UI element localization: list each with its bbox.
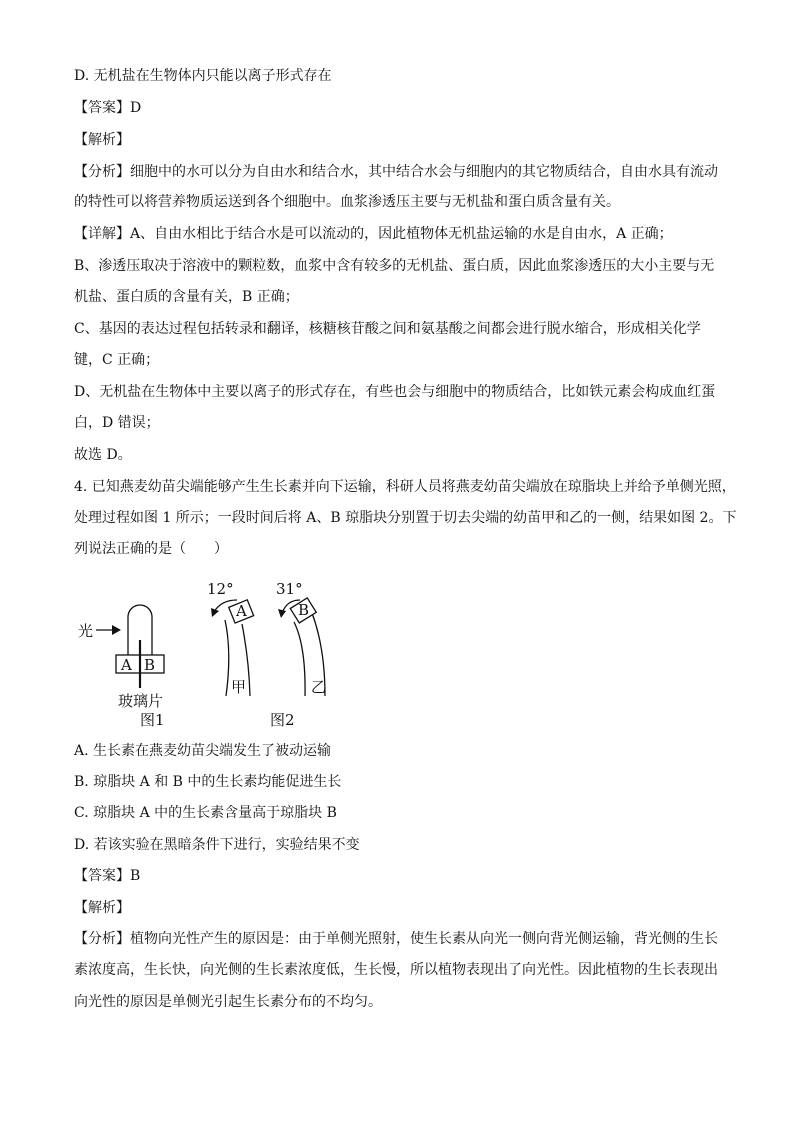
option-c: C. 琼脂块 A 中的生长素含量高于琼脂块 B	[74, 805, 337, 821]
block-b-label: B	[144, 656, 156, 674]
detail-text: 机盐、蛋白质的含量有关，B 正确；	[74, 289, 299, 305]
detail-text: 【详解】A、自由水相比于结合水是可以流动的，因此植物体无机盐运输的水是自由水，A 正确；	[74, 226, 673, 242]
figure-1-caption: 图1	[140, 711, 165, 729]
analysis-text: 【分析】细胞中的水可以分为自由水和结合水，其中结合水会与细胞内的其它物质结合，自由水具有流动	[74, 164, 718, 180]
angle-a-label: 12°	[207, 580, 234, 598]
detail-text: B、渗透压取决于溶液中的颗粒数，血浆中含有较多的无机盐、蛋白质，因此血浆渗透压的大小主要与无	[74, 258, 715, 274]
analysis-text: 的特性可以将营养物质运送到各个细胞中。血浆渗透压主要与无机盐和蛋白质含量有关。	[74, 194, 620, 210]
light-arrow-head	[112, 625, 121, 635]
detail-text: D、无机盐在生物体中主要以离子的形式存在，有些也会与细胞中的物质结合，比如铁元素会构成血红蛋	[74, 384, 716, 400]
detail-text: C、基因的表达过程包括转录和翻译，核糖核苷酸之间和氨基酸之间都会进行脱水缩合，形成相关化学	[74, 321, 701, 337]
glass-plate-label: 玻璃片	[118, 692, 164, 710]
analysis-text: 向光性的原因是单侧光引起生长素分布的不均匀。	[74, 994, 382, 1010]
analysis-text: 【分析】植物向光性产生的原因是：由于单侧光照射，使生长素从向光一侧向背光侧运输，背光侧的生长	[74, 931, 718, 947]
conclusion-text: 故选 D。	[74, 447, 132, 463]
option-b: B. 琼脂块 A 和 B 中的生长素均能促进生长	[74, 774, 342, 790]
bend-arrow-b-head	[278, 609, 286, 618]
analysis-label: 【解析】	[74, 900, 130, 916]
block-b-placed-label: B	[298, 601, 310, 619]
detail-text: 白，D 错误；	[74, 415, 160, 431]
option-d-prev: D. 无机盐在生物体内只能以离子形式存在	[74, 68, 332, 84]
question-text: 处理过程如图 1 所示；一段时间后将 A、B 琼脂块分别置于切去尖端的幼苗甲和乙的一侧，结果如图 2。下	[74, 510, 737, 526]
seedling-jia-label: 甲	[231, 678, 247, 696]
detail-text: 键，C 正确；	[74, 352, 160, 368]
angle-b-label: 31°	[276, 580, 303, 598]
analysis-text: 素浓度高，生长快，向光侧的生长素浓度低，生长慢，所以植物表现出了向光性。因此植物的生长表现出	[74, 962, 718, 978]
answer-label: 【答案】D	[74, 100, 142, 116]
seedling-yi-label: 乙	[311, 678, 327, 696]
question-text: 列说法正确的是（ ）	[74, 541, 228, 557]
option-d: D. 若该实验在黑暗条件下进行，实验结果不变	[74, 837, 360, 853]
option-a: A. 生长素在燕麦幼苗尖端发生了被动运输	[74, 743, 332, 759]
block-a-placed-label: A	[236, 602, 247, 620]
block-a-label: A	[121, 656, 132, 674]
figure-2-caption: 图2	[270, 711, 295, 729]
analysis-label: 【解析】	[74, 132, 130, 148]
bend-arrow-a-head	[211, 608, 219, 617]
question-text: 4. 已知燕麦幼苗尖端能够产生生长素并向下运输，科研人员将燕麦幼苗尖端放在琼脂块上并给予单侧光照，	[74, 479, 736, 495]
answer-label: 【答案】B	[74, 868, 141, 884]
seedling-jia-left	[225, 620, 229, 696]
seedling-yi-left	[294, 622, 305, 696]
light-label: 光	[78, 622, 94, 640]
